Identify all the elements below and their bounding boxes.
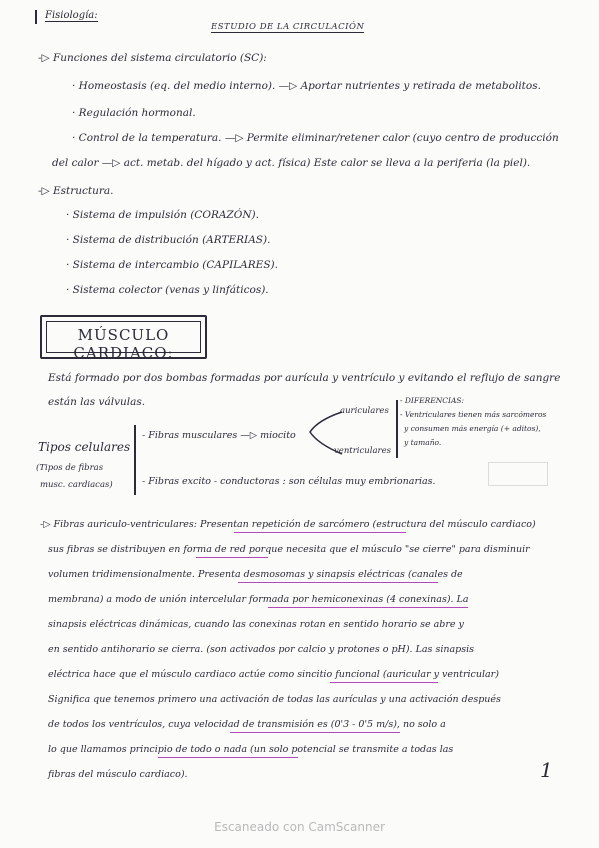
highlight-velocidad bbox=[230, 732, 400, 733]
paragraph-line-9: de todos los ventrículos, cuya velocidad de transmisión es (0'3 - 0'5 m/s), no solo a bbox=[48, 719, 446, 730]
margin-mark bbox=[35, 10, 37, 24]
highlight-hemiconexinas bbox=[268, 607, 468, 608]
differences-brace bbox=[396, 400, 398, 458]
difference-2: y consumen más energía (+ aditos), bbox=[404, 424, 541, 433]
cell-types-sublabel-2: musc. cardiacas) bbox=[40, 480, 113, 490]
scanner-watermark: Escaneado con CamScanner bbox=[214, 820, 385, 834]
difference-3: y tamaño. bbox=[404, 438, 442, 447]
paragraph-line-11: fibras del músculo cardiaco). bbox=[48, 769, 188, 780]
paragraph-line-7: eléctrica hace que el músculo cardiaco actúe como sincitio funcional (auricular y ventricular) bbox=[48, 669, 499, 680]
page-number: 1 bbox=[540, 758, 553, 782]
intro-line-1: Está formado por dos bombas formadas por aurícula y ventrículo y evitando el reflujo de sangre bbox=[48, 372, 561, 384]
section-title: MÚSCULO CARDIACO: bbox=[73, 326, 174, 362]
muscle-fibres-branch: - Fibras musculares —▷ miocito bbox=[142, 430, 296, 441]
paragraph-line-3: volumen tridimensionalmente. Presenta desmosomas y sinapsis eléctricas (canales de bbox=[48, 569, 463, 580]
paragraph-line-5: sinapsis eléctricas dinámicas, cuando las conexinas rotan en sentido horario se abre y bbox=[48, 619, 464, 630]
functions-item-1: · Homeostasis (eq. del medio interno). —▷ Aportar nutrientes y retirada de metabolitos. bbox=[72, 80, 541, 92]
differences-heading: - DIFERENCIAS: bbox=[400, 396, 465, 405]
paragraph-line-6: en sentido antihorario se cierra. (son activados por calcio y protones o pH). Las sinapsis bbox=[48, 644, 475, 655]
cell-types-sublabel-1: (Tipos de fibras bbox=[36, 463, 104, 473]
cell-types-label: Tipos celulares bbox=[38, 440, 131, 454]
atrial-label: auriculares bbox=[340, 406, 389, 416]
paragraph-line-2: sus fibras se distribuyen en forma de red porque necesita que el músculo "se cierre" para disminuir bbox=[48, 544, 530, 555]
difference-1: - Ventriculares tienen más sarcómeros bbox=[400, 410, 547, 419]
structure-heading: -▷ Estructura. bbox=[38, 185, 114, 197]
highlight-sarcomero bbox=[234, 532, 406, 533]
main-brace bbox=[134, 425, 136, 495]
structure-item-1: · Sistema de impulsión (CORAZÓN). bbox=[66, 209, 259, 221]
structure-item-4: · Sistema colector (venas y linfáticos). bbox=[66, 284, 269, 296]
highlight-todo-o-nada bbox=[158, 757, 298, 758]
highlight-sincitio bbox=[330, 682, 438, 683]
functions-item-2: · Regulación hormonal. bbox=[72, 107, 196, 119]
paragraph-line-4: membrana) a modo de unión intercelular formada por hemiconexinas (4 conexinas). La bbox=[48, 594, 469, 605]
structure-item-2: · Sistema de distribución (ARTERIAS). bbox=[66, 234, 271, 246]
functions-heading: -▷ Funciones del sistema circulatorio (SC): bbox=[38, 52, 267, 64]
paragraph-line-1: -▷ Fibras auriculo-ventriculares: Presentan repetición de sarcómero (estructura del músculo cardiaco) bbox=[40, 519, 536, 530]
conductor-fibres-branch: - Fibras excito - conductoras : son células muy embrionarias. bbox=[142, 476, 436, 487]
highlight-forma-de-red bbox=[196, 557, 268, 558]
paragraph-line-10: lo que llamamos principio de todo o nada (un solo potencial se transmite a todas las bbox=[48, 744, 454, 755]
structure-item-3: · Sistema de intercambio (CAPILARES). bbox=[66, 259, 278, 271]
subject-label: Fisiología: bbox=[45, 10, 98, 21]
faint-mark bbox=[488, 462, 548, 486]
ventricular-label: ventriculares bbox=[334, 446, 391, 456]
functions-item-3b: del calor —▷ act. metab. del hígado y act. física) Este calor se lleva a la periferia (la piel). bbox=[52, 157, 531, 169]
section-title-box bbox=[40, 315, 207, 362]
intro-line-2: están las válvulas. bbox=[48, 396, 146, 408]
paragraph-line-8: Significa que tenemos primero una activación de todas las aurículas y una activación después bbox=[48, 694, 501, 705]
functions-item-3a: · Control de la temperatura. —▷ Permite eliminar/retener calor (cuyo centro de producción bbox=[72, 132, 559, 144]
highlight-desmosomas bbox=[238, 582, 438, 583]
page-title: ESTUDIO DE LA CIRCULACIÓN bbox=[211, 22, 365, 32]
